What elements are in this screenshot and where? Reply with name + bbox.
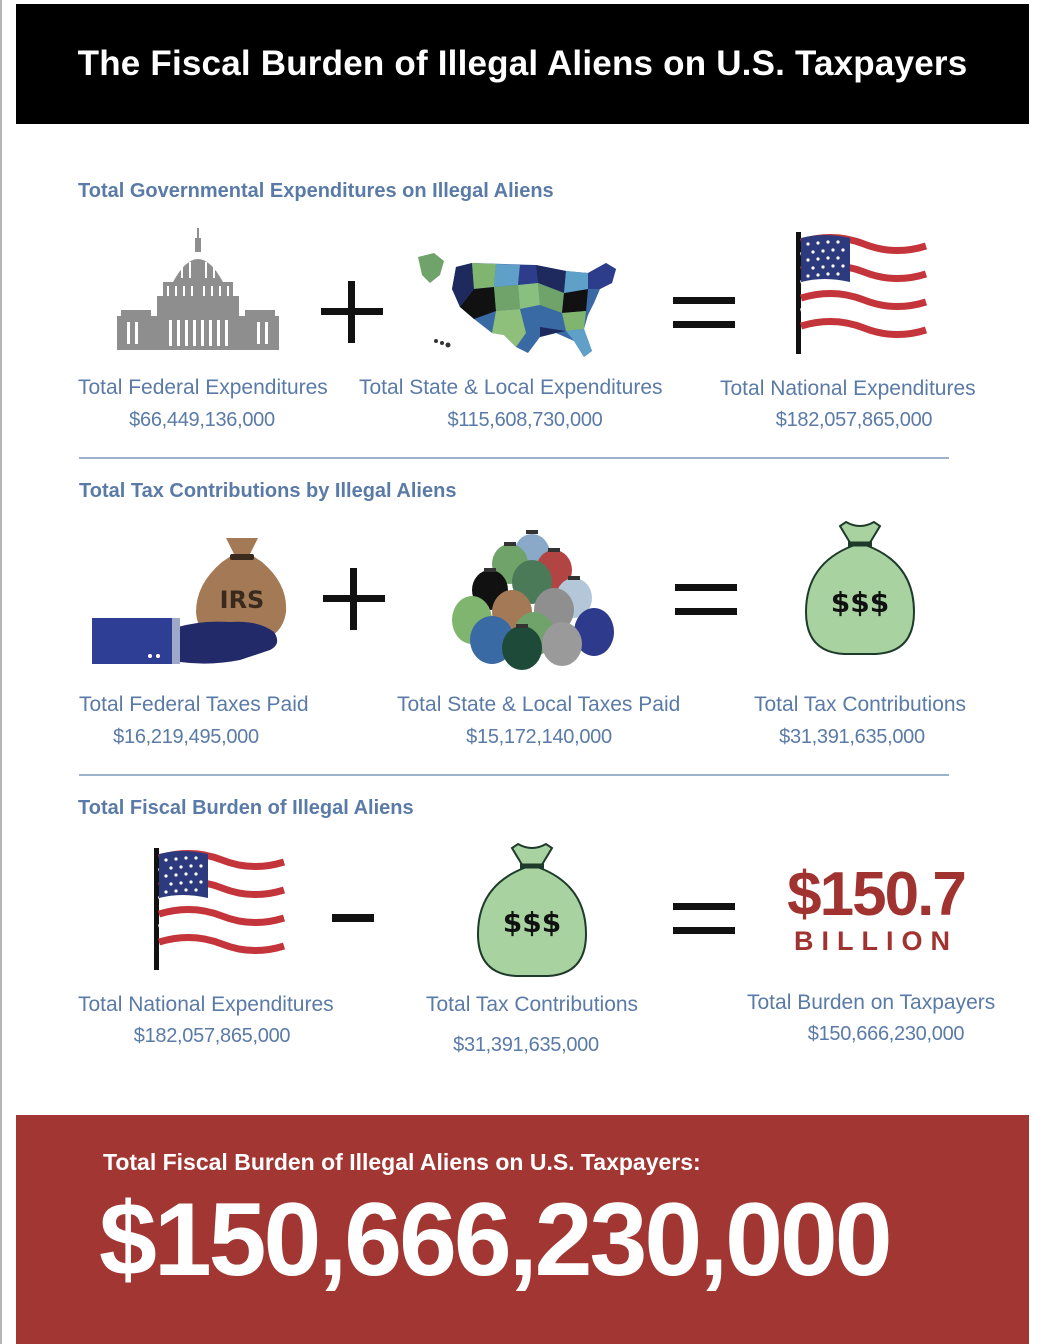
section-divider bbox=[79, 457, 949, 459]
burden-tax-contributions-value: $31,391,635,000 bbox=[453, 1034, 599, 1056]
money-bags-pile-icon bbox=[450, 524, 616, 670]
burden-national-expenditures-value: $182,057,865,000 bbox=[133, 1025, 291, 1047]
burden-tax-contributions-label: Total Tax Contributions bbox=[426, 993, 639, 1016]
irs-bag-text: IRS bbox=[219, 586, 265, 614]
us-flag-icon bbox=[794, 230, 928, 356]
state-local-expenditures-value: $115,608,730,000 bbox=[447, 409, 603, 431]
money-bag-text: $$$ bbox=[830, 586, 890, 619]
tax-contributions-label: Total Tax Contributions bbox=[754, 693, 967, 716]
section-title-expenditures: Total Governmental Expenditures on Illegal Aliens bbox=[78, 180, 554, 202]
page-title: The Fiscal Burden of Illegal Aliens on U.S. Taxpayers bbox=[77, 44, 968, 83]
capitol-icon bbox=[117, 226, 279, 350]
money-bag-icon bbox=[474, 840, 590, 982]
equals-icon bbox=[673, 903, 735, 935]
section-divider bbox=[79, 774, 949, 776]
money-bag-icon bbox=[802, 518, 918, 660]
footer-banner bbox=[16, 1115, 1029, 1344]
tax-contributions-value: $31,391,635,000 bbox=[779, 726, 925, 748]
footer-title: Total Fiscal Burden of Illegal Aliens on U.S. Taxpayers: bbox=[103, 1149, 701, 1175]
federal-taxes-label: Total Federal Taxes Paid bbox=[79, 693, 309, 716]
page-edge bbox=[0, 0, 2, 1344]
us-flag-icon bbox=[152, 846, 286, 972]
burden-big-number: $150.7 bbox=[787, 860, 965, 929]
total-burden-value: $150,666,230,000 bbox=[807, 1023, 965, 1045]
footer-total: $150,666,230,000 bbox=[99, 1182, 890, 1298]
burden-big-unit: BILLION bbox=[794, 926, 958, 956]
state-local-taxes-label: Total State & Local Taxes Paid bbox=[397, 693, 681, 716]
federal-expenditures-label: Total Federal Expenditures bbox=[78, 376, 328, 399]
state-local-taxes-value: $15,172,140,000 bbox=[466, 726, 612, 748]
money-bag-text: $$$ bbox=[502, 906, 562, 939]
minus-icon bbox=[332, 914, 374, 923]
federal-taxes-value: $16,219,495,000 bbox=[113, 726, 259, 748]
us-map-icon bbox=[416, 253, 622, 363]
federal-expenditures-value: $66,449,136,000 bbox=[129, 409, 275, 431]
burden-national-expenditures-label: Total National Expenditures bbox=[78, 993, 334, 1016]
state-local-expenditures-label: Total State & Local Expenditures bbox=[359, 376, 663, 399]
header-banner bbox=[16, 4, 1029, 124]
equals-icon bbox=[675, 584, 737, 616]
national-expenditures-label: Total National Expenditures bbox=[720, 377, 976, 400]
plus-icon bbox=[321, 281, 383, 343]
section-title-burden: Total Fiscal Burden of Illegal Aliens bbox=[78, 797, 414, 819]
equals-icon bbox=[673, 297, 735, 329]
total-burden-label: Total Burden on Taxpayers bbox=[747, 991, 996, 1014]
national-expenditures-value: $182,057,865,000 bbox=[775, 409, 933, 431]
irs-money-bag-icon bbox=[90, 536, 288, 668]
burden-highlight bbox=[772, 860, 980, 956]
section-title-contributions: Total Tax Contributions by Illegal Aliens bbox=[79, 480, 457, 502]
plus-icon bbox=[323, 568, 385, 630]
